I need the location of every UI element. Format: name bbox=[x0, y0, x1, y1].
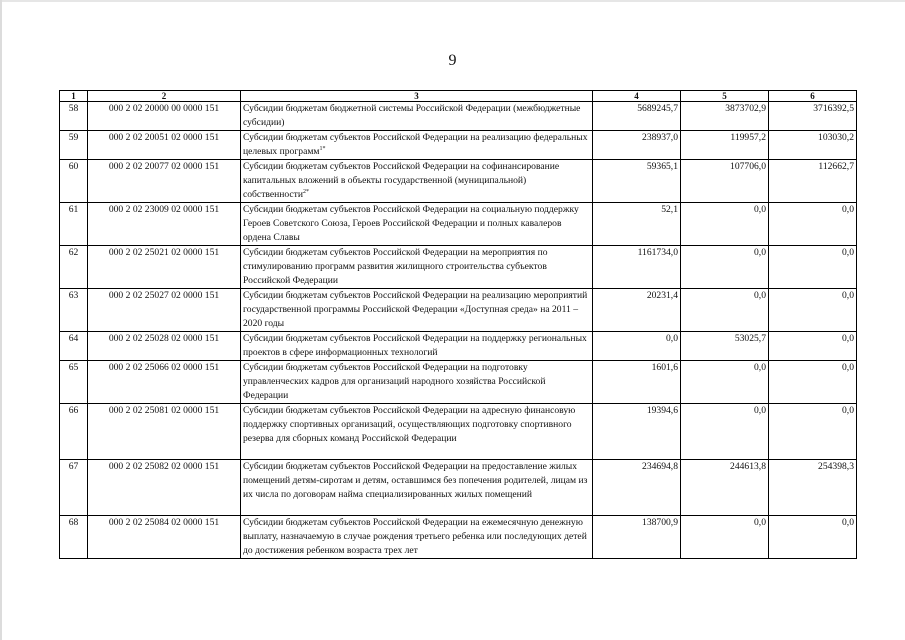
row-description bbox=[241, 289, 593, 332]
value-col5: 0,0 bbox=[681, 203, 769, 246]
table-row bbox=[60, 404, 857, 460]
value-col4: 138700,9 bbox=[593, 516, 681, 559]
value-col6: 0,0 bbox=[769, 203, 857, 246]
value-col5: 0,0 bbox=[681, 361, 769, 404]
row-number: 67 bbox=[60, 460, 88, 516]
value-col6: 0,0 bbox=[769, 246, 857, 289]
footnote-marker: 2* bbox=[303, 188, 310, 195]
row-number: 66 bbox=[60, 404, 88, 460]
description-text: Субсидии бюджетам субъектов Российской Федерации на предоставление жилых помещений детям-сиротам и детям, оставшимся без попечения родителей, лицам из их числа по договорам найма специализированных жилых помещений bbox=[243, 461, 588, 500]
row-description bbox=[241, 102, 593, 131]
value-col4: 19394,6 bbox=[593, 404, 681, 460]
description-text: Субсидии бюджетам субъектов Российской Федерации на адресную финансовую поддержку спортивных организаций, осуществляющих подготовку спортивного резерва для сборных команд Российской Федерации bbox=[243, 405, 576, 444]
value-col4: 5689245,7 bbox=[593, 102, 681, 131]
row-description bbox=[241, 516, 593, 559]
value-col4: 238937,0 bbox=[593, 131, 681, 160]
description-text: Субсидии бюджетам субъектов Российской Федерации на поддержку региональных проектов в сфере информационных технологий bbox=[243, 333, 587, 358]
value-col6: 0,0 bbox=[769, 516, 857, 559]
budget-code: 000 2 02 25081 02 0000 151 bbox=[88, 404, 241, 460]
value-col5: 0,0 bbox=[681, 404, 769, 460]
page-edge-top bbox=[0, 0, 905, 2]
row-description bbox=[241, 160, 593, 203]
value-col6: 112662,7 bbox=[769, 160, 857, 203]
value-col4: 1601,6 bbox=[593, 361, 681, 404]
value-col4: 52,1 bbox=[593, 203, 681, 246]
value-col6: 0,0 bbox=[769, 289, 857, 332]
value-col4: 234694,8 bbox=[593, 460, 681, 516]
value-col6: 0,0 bbox=[769, 332, 857, 361]
table-row bbox=[60, 131, 857, 160]
table-row bbox=[60, 289, 857, 332]
description-text: Субсидии бюджетам субъектов Российской Федерации на социальную поддержку Героев Советского Союза, Героев Российской Федерации и полных кавалеров ордена Славы bbox=[243, 204, 579, 243]
row-number: 61 bbox=[60, 203, 88, 246]
value-col4: 0,0 bbox=[593, 332, 681, 361]
value-col4: 1161734,0 bbox=[593, 246, 681, 289]
row-number: 65 bbox=[60, 361, 88, 404]
table-row bbox=[60, 460, 857, 516]
table-body bbox=[60, 102, 857, 559]
value-col6: 0,0 bbox=[769, 361, 857, 404]
budget-code: 000 2 02 20051 02 0000 151 bbox=[88, 131, 241, 160]
row-number: 58 bbox=[60, 102, 88, 131]
budget-code: 000 2 02 25084 02 0000 151 bbox=[88, 516, 241, 559]
value-col5: 0,0 bbox=[681, 289, 769, 332]
description-text: Субсидии бюджетам субъектов Российской Федерации на мероприятия по стимулированию программ развития жилищного строительства субъектов Российской Федерации bbox=[243, 247, 548, 286]
description-text: Субсидии бюджетам бюджетной системы Российской Федерации (межбюджетные субсидии) bbox=[243, 103, 581, 128]
value-col4: 20231,4 bbox=[593, 289, 681, 332]
budget-code: 000 2 02 23009 02 0000 151 bbox=[88, 203, 241, 246]
row-description bbox=[241, 131, 593, 160]
value-col5: 107706,0 bbox=[681, 160, 769, 203]
row-number: 60 bbox=[60, 160, 88, 203]
row-number: 63 bbox=[60, 289, 88, 332]
value-col6: 3716392,5 bbox=[769, 102, 857, 131]
table-header-row bbox=[60, 91, 857, 102]
table-row bbox=[60, 160, 857, 203]
row-description bbox=[241, 404, 593, 460]
budget-code: 000 2 02 25027 02 0000 151 bbox=[88, 289, 241, 332]
footnote-marker: 1* bbox=[319, 145, 326, 152]
budget-code: 000 2 02 20000 00 0000 151 bbox=[88, 102, 241, 131]
budget-code: 000 2 02 25028 02 0000 151 bbox=[88, 332, 241, 361]
row-description bbox=[241, 203, 593, 246]
value-col5: 119957,2 bbox=[681, 131, 769, 160]
table-row bbox=[60, 516, 857, 559]
table-row bbox=[60, 246, 857, 289]
budget-code: 000 2 02 25082 02 0000 151 bbox=[88, 460, 241, 516]
table-row bbox=[60, 332, 857, 361]
description-text: Субсидии бюджетам субъектов Российской Федерации на реализацию мероприятий государственной программы Российской Федерации «Доступная среда» на 2011 – 2020 годы bbox=[243, 290, 588, 329]
column-header: 1 bbox=[60, 91, 88, 102]
budget-code: 000 2 02 25021 02 0000 151 bbox=[88, 246, 241, 289]
description-text: Субсидии бюджетам субъектов Российской Федерации на реализацию федеральных целевых программ bbox=[243, 132, 588, 157]
page-edge-left bbox=[0, 0, 2, 640]
row-description bbox=[241, 460, 593, 516]
row-number: 59 bbox=[60, 131, 88, 160]
column-header: 4 bbox=[593, 91, 681, 102]
table-row bbox=[60, 203, 857, 246]
row-number: 62 bbox=[60, 246, 88, 289]
budget-code: 000 2 02 20077 02 0000 151 bbox=[88, 160, 241, 203]
value-col6: 103030,2 bbox=[769, 131, 857, 160]
description-text: Субсидии бюджетам субъектов Российской Федерации на софинансирование капитальных вложений в объекты государственной (муниципальной) собственности bbox=[243, 161, 560, 200]
table-row bbox=[60, 102, 857, 131]
row-number: 64 bbox=[60, 332, 88, 361]
value-col4: 59365,1 bbox=[593, 160, 681, 203]
value-col5: 244613,8 bbox=[681, 460, 769, 516]
budget-table bbox=[59, 90, 857, 559]
row-description bbox=[241, 361, 593, 404]
value-col6: 0,0 bbox=[769, 404, 857, 460]
page-number: 9 bbox=[448, 52, 457, 69]
column-header: 2 bbox=[88, 91, 241, 102]
budget-code: 000 2 02 25066 02 0000 151 bbox=[88, 361, 241, 404]
value-col6: 254398,3 bbox=[769, 460, 857, 516]
table-row bbox=[60, 361, 857, 404]
value-col5: 3873702,9 bbox=[681, 102, 769, 131]
column-header: 3 bbox=[241, 91, 593, 102]
value-col5: 53025,7 bbox=[681, 332, 769, 361]
value-col5: 0,0 bbox=[681, 246, 769, 289]
row-description bbox=[241, 332, 593, 361]
row-description bbox=[241, 246, 593, 289]
column-header: 6 bbox=[769, 91, 857, 102]
description-text: Субсидии бюджетам субъектов Российской Федерации на ежемесячную денежную выплату, назначаемую в случае рождения третьего ребенка или последующих детей до достижения ребенком возраста трех лет bbox=[243, 517, 587, 556]
description-text: Субсидии бюджетам субъектов Российской Федерации на подготовку управленческих кадров для организаций народного хозяйства Российской Федерации bbox=[243, 362, 546, 401]
row-number: 68 bbox=[60, 516, 88, 559]
column-header: 5 bbox=[681, 91, 769, 102]
value-col5: 0,0 bbox=[681, 516, 769, 559]
